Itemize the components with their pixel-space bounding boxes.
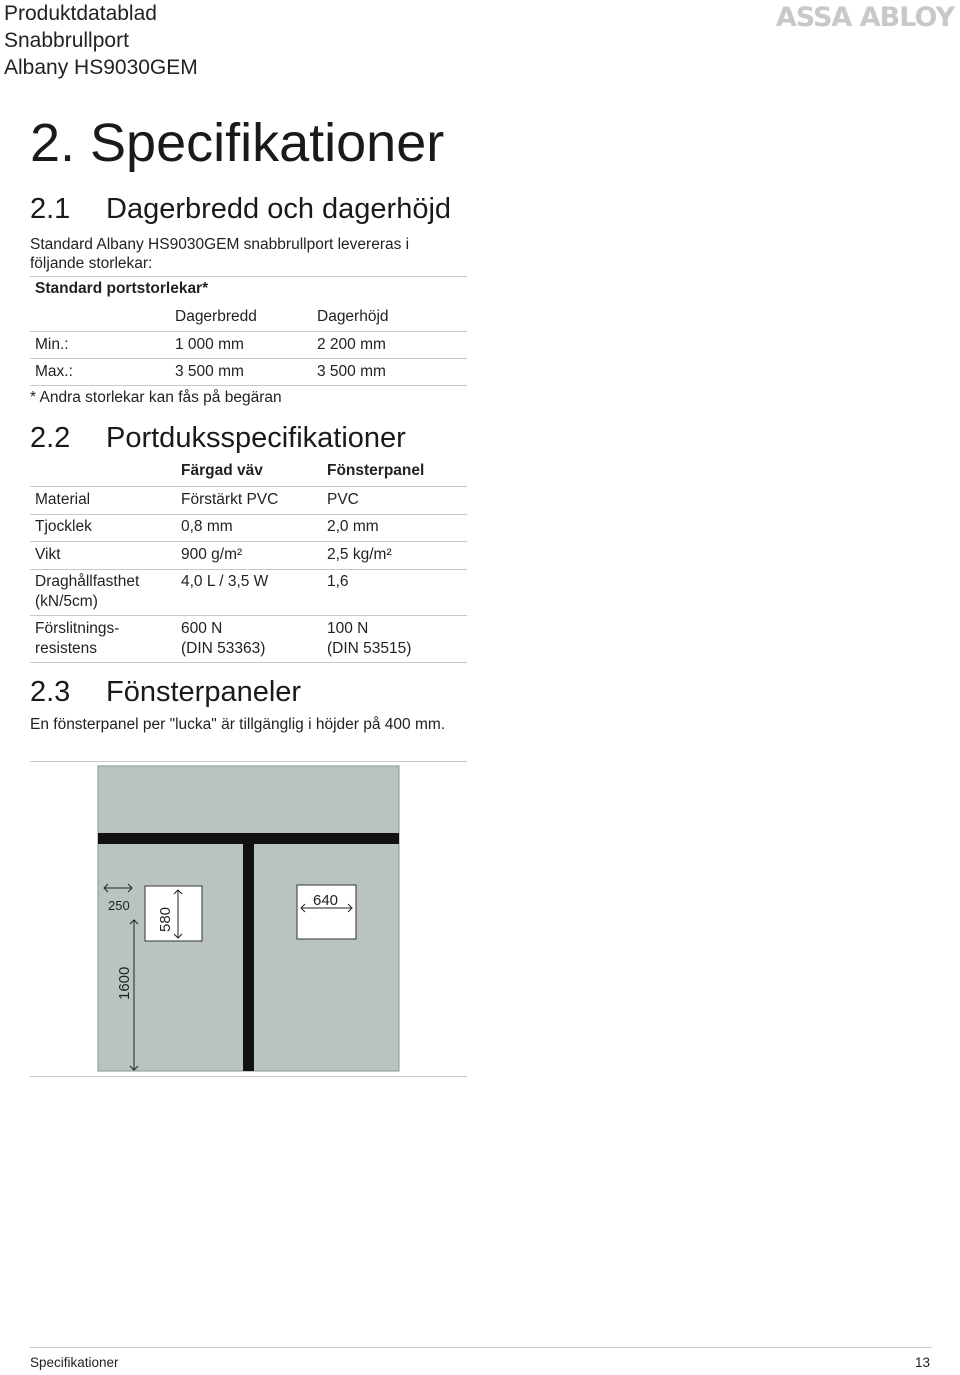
window-panels-text: En fönsterpanel per "lucka" är tillgänglig i höjder på 400 mm. bbox=[30, 716, 446, 733]
row-max-height: 3 500 mm bbox=[317, 363, 386, 380]
row-forslitning-label: Förslitnings- bbox=[35, 620, 120, 637]
row-vikt-panel: 2,5 kg/m² bbox=[327, 546, 392, 563]
subsection-2-2-heading bbox=[30, 422, 406, 455]
footer-section-name: Specifikationer bbox=[30, 1355, 119, 1370]
row-min-label: Min.: bbox=[35, 336, 69, 353]
col-header-dagerbredd: Dagerbredd bbox=[175, 308, 257, 325]
col-header-dagerhojd: Dagerhöjd bbox=[317, 308, 389, 325]
subsection-number: 2.1 bbox=[30, 193, 71, 225]
assa-abloy-logo: ASSA ABLOY bbox=[775, 2, 954, 33]
row-tjocklek-label: Tjocklek bbox=[35, 518, 92, 535]
row-tjocklek-panel: 2,0 mm bbox=[327, 518, 379, 535]
subsection-2-3-heading bbox=[30, 676, 301, 709]
dim-640-label: 640 bbox=[313, 892, 339, 909]
subsection-title: Dagerbredd och dagerhöjd bbox=[106, 193, 452, 225]
divider bbox=[30, 385, 467, 386]
sizes-note: * Andra storlekar kan fås på begäran bbox=[30, 389, 282, 406]
row-material-panel: PVC bbox=[327, 491, 359, 508]
row-forslitning-panel: 100 N bbox=[327, 620, 369, 637]
door-window-diagram bbox=[0, 760, 480, 1080]
row-draghallfasthet-vav: 4,0 L / 3,5 W bbox=[181, 573, 269, 590]
divider bbox=[30, 276, 467, 277]
row-vikt-vav: 900 g/m² bbox=[181, 546, 243, 563]
row-draghallfasthet-panel: 1,6 bbox=[327, 573, 349, 590]
divider bbox=[30, 331, 467, 332]
col-header-fonsterpanel: Fönsterpanel bbox=[327, 462, 425, 479]
row-min-width: 1 000 mm bbox=[175, 336, 244, 353]
row-draghallfasthet-unit: (kN/5cm) bbox=[35, 593, 98, 610]
row-material-label: Material bbox=[35, 491, 91, 508]
divider bbox=[30, 662, 467, 663]
sizes-table-title: Standard portstorlekar* bbox=[35, 280, 209, 297]
divider bbox=[30, 569, 467, 570]
dim-1600-label: 1600 bbox=[116, 966, 133, 1000]
document-header bbox=[4, 0, 198, 81]
subsection-number: 2.2 bbox=[30, 422, 71, 454]
header-line-2: Snabbrullport bbox=[4, 29, 129, 52]
divider bbox=[30, 358, 467, 359]
row-vikt-label: Vikt bbox=[35, 546, 61, 563]
header-line-3: Albany HS9030GEM bbox=[4, 56, 198, 79]
row-draghallfasthet-label: Draghållfasthet bbox=[35, 573, 140, 590]
col-header-fargad-vav: Färgad väv bbox=[181, 462, 263, 479]
dim-250-label: 250 bbox=[108, 898, 130, 913]
section-title: 2. Specifikationer bbox=[30, 113, 445, 173]
row-forslitning-label-2: resistens bbox=[35, 640, 98, 657]
divider bbox=[30, 514, 467, 515]
subsection-2-1-heading bbox=[30, 193, 451, 226]
footer-divider bbox=[30, 1347, 932, 1348]
subsection-number: 2.3 bbox=[30, 676, 71, 708]
dim-580-label: 580 bbox=[157, 906, 174, 932]
intro-paragraph bbox=[30, 235, 470, 273]
row-material-vav: Förstärkt PVC bbox=[181, 491, 279, 508]
row-min-height: 2 200 mm bbox=[317, 336, 386, 353]
divider bbox=[30, 486, 467, 487]
intro-line-1: Standard Albany HS9030GEM snabbrullport levereras i bbox=[30, 236, 410, 253]
intro-line-2: följande storlekar: bbox=[30, 255, 153, 272]
page-number: 13 bbox=[914, 1355, 930, 1370]
row-forslitning-panel-std: (DIN 53515) bbox=[327, 640, 412, 657]
row-forslitning-vav: 600 N bbox=[181, 620, 223, 637]
row-max-label: Max.: bbox=[35, 363, 73, 380]
row-forslitning-vav-std: (DIN 53363) bbox=[181, 640, 266, 657]
vertical-bar bbox=[243, 844, 254, 1071]
figure-bottom-divider bbox=[30, 1076, 467, 1077]
divider bbox=[30, 615, 467, 616]
header-line-1: Produktdatablad bbox=[4, 2, 157, 25]
horizontal-bar bbox=[98, 833, 399, 844]
row-tjocklek-vav: 0,8 mm bbox=[181, 518, 233, 535]
row-max-width: 3 500 mm bbox=[175, 363, 244, 380]
subsection-title: Portduksspecifikationer bbox=[106, 422, 406, 454]
subsection-title: Fönsterpaneler bbox=[106, 676, 302, 708]
divider bbox=[30, 541, 467, 542]
